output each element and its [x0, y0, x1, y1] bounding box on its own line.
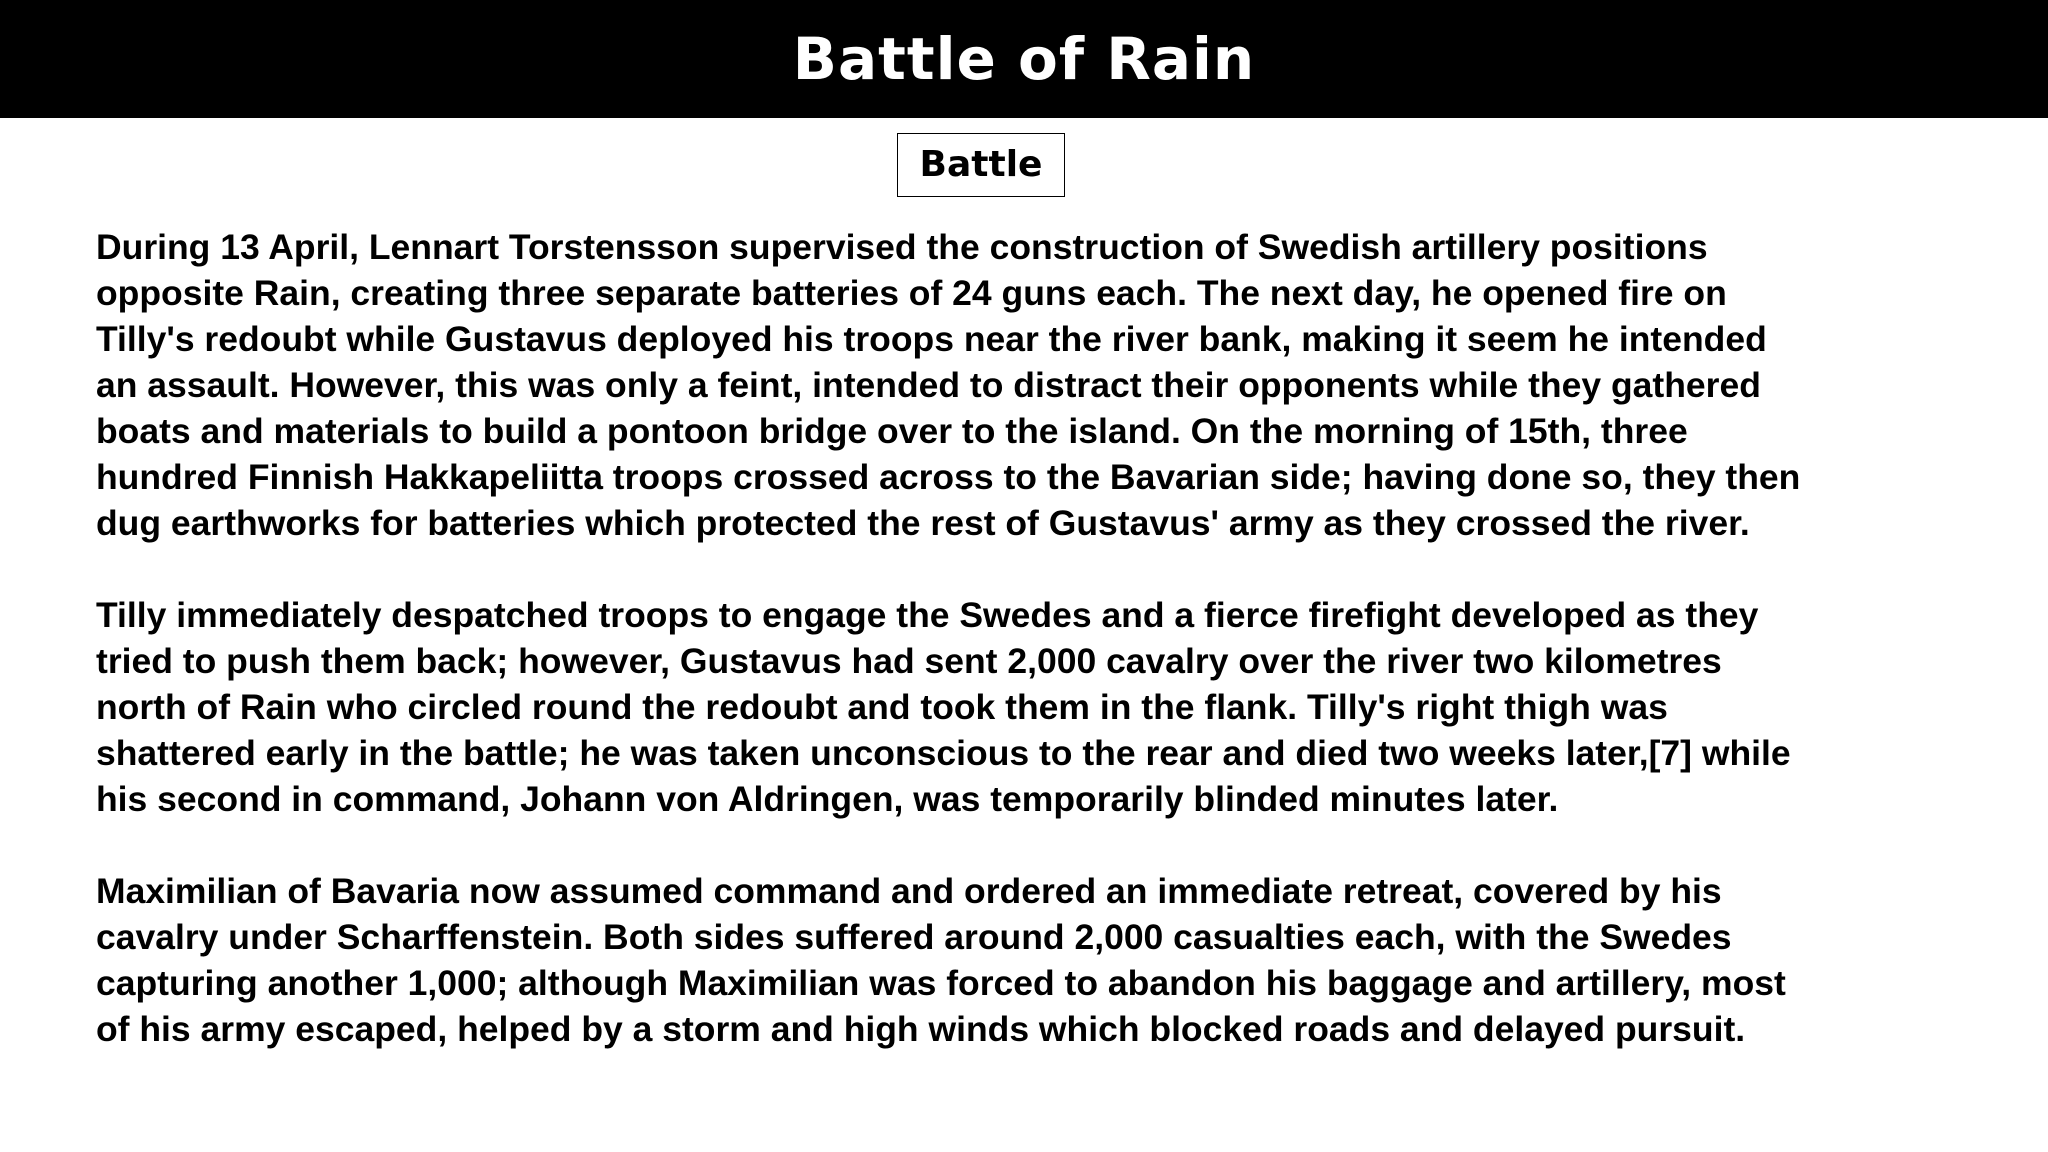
- paragraph-line: shattered early in the battle; he was taken unconscious to the rear and died two weeks later,[7] while: [96, 733, 1791, 773]
- paragraph-1: [96, 224, 1976, 546]
- paragraph-line: During 13 April, Lennart Torstensson supervised the construction of Swedish artillery positions: [96, 227, 1708, 267]
- paragraph-line: dug earthworks for batteries which protected the rest of Gustavus' army as they crossed the river.: [96, 503, 1750, 543]
- paragraph-line: Tilly immediately despatched troops to engage the Swedes and a fierce firefight developed as they: [96, 595, 1759, 635]
- paragraph-line: hundred Finnish Hakkapeliitta troops crossed across to the Bavarian side; having done so, they then: [96, 457, 1801, 497]
- paragraph-3: [96, 868, 1976, 1052]
- paragraph-line: his second in command, Johann von Aldringen, was temporarily blinded minutes later.: [96, 779, 1559, 819]
- paragraph-line: tried to push them back; however, Gustavus had sent 2,000 cavalry over the river two kilometres: [96, 641, 1722, 681]
- paragraph-line: capturing another 1,000; although Maximilian was forced to abandon his baggage and artillery, most: [96, 963, 1786, 1003]
- paragraph-2: [96, 592, 1976, 822]
- paragraph-line: an assault. However, this was only a feint, intended to distract their opponents while they gathered: [96, 365, 1761, 405]
- paragraph-line: Tilly's redoubt while Gustavus deployed his troops near the river bank, making it seem he intended: [96, 319, 1767, 359]
- section-label: Battle: [897, 133, 1065, 197]
- page-title: Battle of Rain: [792, 25, 1256, 93]
- paragraph-line: of his army escaped, helped by a storm and high winds which blocked roads and delayed pursuit.: [96, 1009, 1746, 1049]
- paragraph-line: cavalry under Scharffenstein. Both sides suffered around 2,000 casualties each, with the Swedes: [96, 917, 1732, 957]
- paragraph-line: Maximilian of Bavaria now assumed command and ordered an immediate retreat, covered by his: [96, 871, 1722, 911]
- paragraph-line: opposite Rain, creating three separate batteries of 24 guns each. The next day, he opened fire on: [96, 273, 1727, 313]
- paragraph-line: north of Rain who circled round the redoubt and took them in the flank. Tilly's right thigh was: [96, 687, 1668, 727]
- paragraph-line: boats and materials to build a pontoon bridge over to the island. On the morning of 15th, three: [96, 411, 1688, 451]
